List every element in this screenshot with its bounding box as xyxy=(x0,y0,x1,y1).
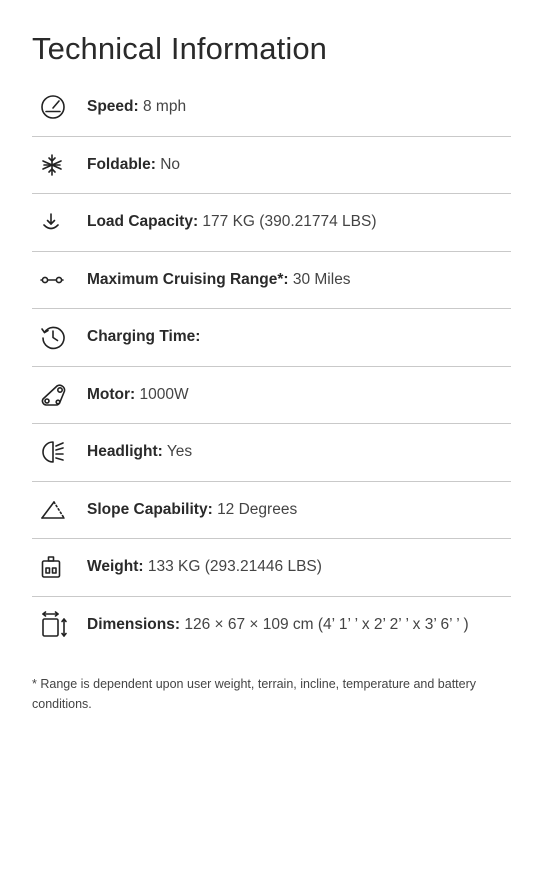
spec-label: Maximum Cruising Range*: xyxy=(87,270,289,288)
slope-icon xyxy=(32,499,76,521)
spec-text-cruising-range xyxy=(76,270,351,290)
spec-text-dimensions xyxy=(76,615,469,635)
spec-value: 30 Miles xyxy=(292,270,351,288)
spec-value: 1000W xyxy=(139,385,189,403)
spec-value: 177 KG (390.21774 LBS) xyxy=(202,213,377,231)
spec-text-foldable xyxy=(76,155,180,175)
spec-value: 133 KG (293.21446 LBS) xyxy=(147,558,322,576)
spec-label: Dimensions: xyxy=(87,616,181,634)
spec-label: Headlight: xyxy=(87,443,163,461)
fold-arrows-icon xyxy=(32,153,76,177)
spec-text-speed xyxy=(76,97,186,117)
spec-text-headlight xyxy=(76,442,192,462)
dimensions-icon xyxy=(32,611,76,639)
range-footnote: * Range is dependent upon user weight, terrain, incline, temperature and battery conditions. xyxy=(32,677,477,711)
spec-label: Slope Capability: xyxy=(87,500,213,518)
spec-value: Yes xyxy=(166,443,193,461)
spec-label: Weight: xyxy=(87,558,144,576)
page-title: Technical Information xyxy=(32,31,328,66)
spec-value: 8 mph xyxy=(143,98,187,116)
spec-row-load-capacity xyxy=(32,194,511,252)
spec-label: Charging Time: xyxy=(87,328,201,346)
spec-row-cruising-range xyxy=(32,252,511,310)
load-arrow-icon xyxy=(32,211,76,233)
spec-label: Foldable: xyxy=(87,155,156,173)
speedometer-icon xyxy=(32,94,76,120)
spec-value: 12 Degrees xyxy=(217,500,298,518)
spec-row-headlight xyxy=(32,424,511,482)
spec-text-weight xyxy=(76,557,322,577)
spec-value: No xyxy=(160,155,181,173)
clock-history-icon xyxy=(32,324,76,350)
range-route-icon xyxy=(32,274,76,286)
headlight-icon xyxy=(32,440,76,464)
motor-belt-icon xyxy=(32,382,76,408)
spec-list xyxy=(32,79,511,654)
spec-value: 126 × 67 × 109 cm (4’ 1’ ’ x 2’ 2’ ’ x 3’ 6’ ’ ) xyxy=(184,616,469,634)
spec-text-slope-capability xyxy=(76,500,297,520)
spec-row-speed xyxy=(32,79,511,137)
spec-row-dimensions xyxy=(32,597,511,655)
weight-scale-icon xyxy=(32,555,76,579)
spec-label: Load Capacity: xyxy=(87,213,199,231)
spec-text-motor xyxy=(76,385,189,405)
spec-label: Speed: xyxy=(87,98,139,116)
spec-row-motor xyxy=(32,367,511,425)
spec-row-charging-time xyxy=(32,309,511,367)
spec-row-weight xyxy=(32,539,511,597)
spec-row-slope-capability xyxy=(32,482,511,540)
spec-text-load-capacity xyxy=(76,212,377,232)
spec-row-foldable xyxy=(32,137,511,195)
spec-text-charging-time xyxy=(76,327,200,347)
spec-label: Motor: xyxy=(87,385,136,403)
